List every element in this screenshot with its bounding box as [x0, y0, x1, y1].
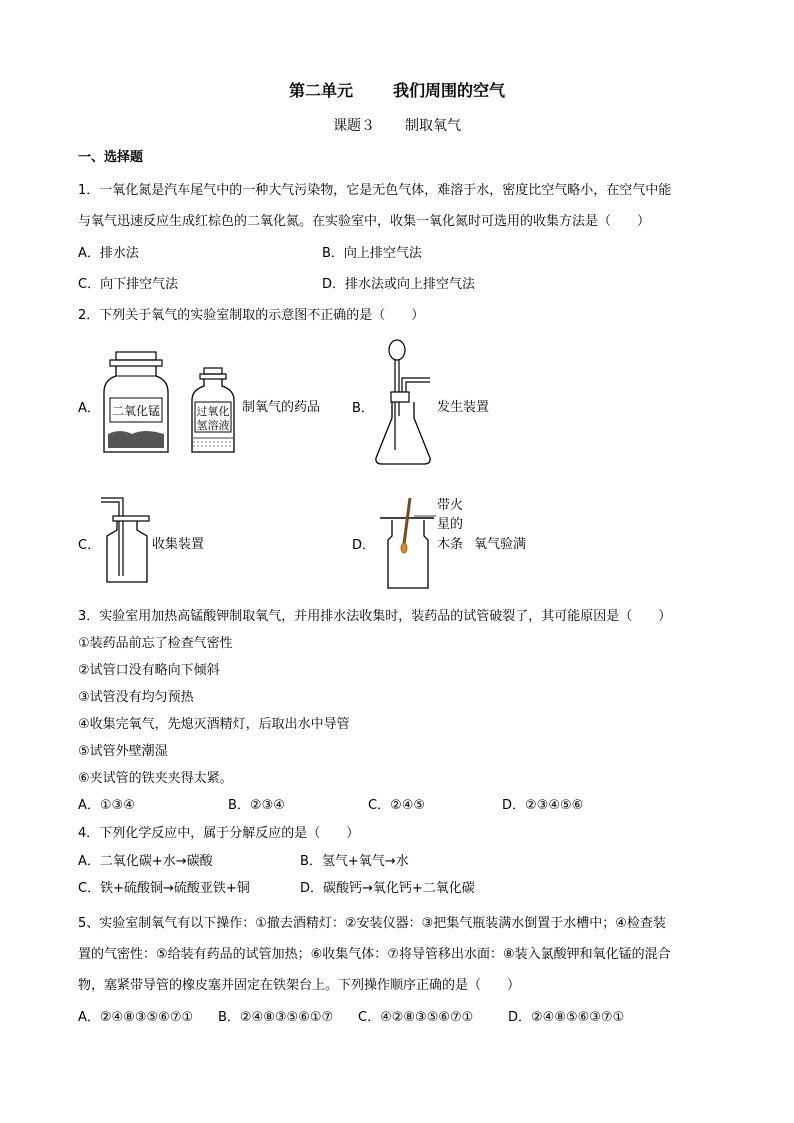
q2-option-b: B．: [352, 401, 374, 416]
q4-option-a: A．二氧化碳+水→碳酸: [78, 854, 213, 869]
q1-option-c: C．向下排空气法: [78, 277, 179, 292]
lesson-number: 课题３: [333, 118, 375, 134]
h2o2-label-line1: 过氧化: [196, 405, 230, 418]
q3-option-d: D．②③④⑤⑥: [502, 798, 584, 813]
unit-label: 第二单元: [288, 81, 353, 100]
oxygen-check-figure: [378, 492, 438, 590]
lesson-name: 制取氧气: [405, 118, 461, 134]
q1-stem-line1: 1．一氧化氮是汽车尾气中的一种大气污染物，它是无色气体，难溶于水，密度比空气略小，在空气中能: [78, 183, 672, 198]
q3-option-b: B．②③④: [228, 798, 285, 813]
q3-item: ⑤试管外壁潮湿: [78, 744, 168, 759]
q2-d-label-line3: 木条: [437, 537, 464, 552]
page-title: [0, 78, 794, 101]
q5-option-c: C．④②⑧③⑤⑥⑦①: [358, 1010, 474, 1025]
q5-option-a: A．②④⑧③⑤⑥⑦①: [78, 1010, 194, 1025]
q2-option-d: D．: [352, 538, 376, 553]
q4-option-c: C．铁+硫酸铜→硫酸亚铁+铜: [78, 881, 250, 896]
q5-stem-line2: 置的气密性：⑤给装有药品的试管加热；⑥收集气体：⑦将导管移出水面：⑧装入氯酸钾和氧化锰的混合: [78, 947, 671, 962]
q1-stem-line2: 与氧气迅速反应生成红棕色的二氧化氮。在实验室中，收集一氧化氮时可选用的收集方法是（ ）: [78, 214, 651, 229]
q3-item: ④收集完氧气，先熄灭酒精灯，后取出水中导管: [78, 717, 350, 732]
q4-option-d: D．碳酸钙→氧化钙+二氧化碳: [300, 881, 475, 896]
q3-stem: 3．实验室用加热高锰酸钾制取氧气，并用排水法收集时，装药品的试管破裂了，其可能原因是（ ）: [78, 609, 672, 624]
q4-stem: 4．下列化学反应中，属于分解反应的是（ ）: [78, 826, 360, 841]
q5-option-d: D．②④⑧⑤⑥③⑦①: [508, 1010, 625, 1025]
q2-b-caption: 发生装置: [437, 400, 490, 415]
q2-a-caption: 制氧气的药品: [242, 400, 321, 415]
unit-title: 我们周围的空气: [393, 81, 506, 100]
q2-stem: 2．下列关于氧气的实验室制取的示意图不正确的是（ ）: [78, 308, 425, 323]
q2-option-c: C．: [78, 538, 101, 553]
q5-stem-line1: 5、实验室制氧气有以下操作：①撤去酒精灯：②安装仪器：③把集气瓶装满水倒置于水槽中；④检查装: [78, 916, 666, 931]
q5-option-b: B．②④⑧③⑤⑥①⑦: [218, 1010, 334, 1025]
q3-item: ③试管没有均匀预热: [78, 690, 194, 705]
q1-option-d: D．排水法或向上排空气法: [322, 277, 476, 292]
q3-item: ②试管口没有略向下倾斜: [78, 663, 220, 678]
gas-collection-figure: [95, 494, 155, 584]
q3-item: ⑥夹试管的铁夹夹得太紧。: [78, 771, 233, 786]
mno2-label: 二氧化锰: [111, 404, 161, 418]
q3-option-a: A．①③④: [78, 798, 135, 813]
lesson-title: [0, 115, 794, 135]
q2-option-a: A．: [78, 401, 100, 416]
q2-d-label-line2: 星的: [437, 517, 464, 532]
flask-apparatus-figure: [370, 336, 440, 468]
q2-c-caption: 收集装置: [152, 537, 205, 552]
h2o2-label-line2: 氢溶液: [196, 419, 230, 432]
q3-option-c: C．②④⑤: [368, 798, 426, 813]
q1-option-b: B．向上排空气法: [322, 246, 422, 261]
section-heading: 一、选择题: [78, 150, 144, 165]
q2-d-caption: 氧气验满: [474, 537, 527, 552]
q2-d-label-line1: 带火: [437, 498, 464, 513]
q1-option-a: A．排水法: [78, 246, 139, 261]
q5-stem-line3: 物，塞紧带导管的橡皮塞并固定在铁架台上。下列操作顺序正确的是（ ）: [78, 978, 521, 993]
q3-item: ①装药品前忘了检查气密性: [78, 636, 233, 651]
q4-option-b: B．氢气+氧气→水: [300, 854, 409, 869]
